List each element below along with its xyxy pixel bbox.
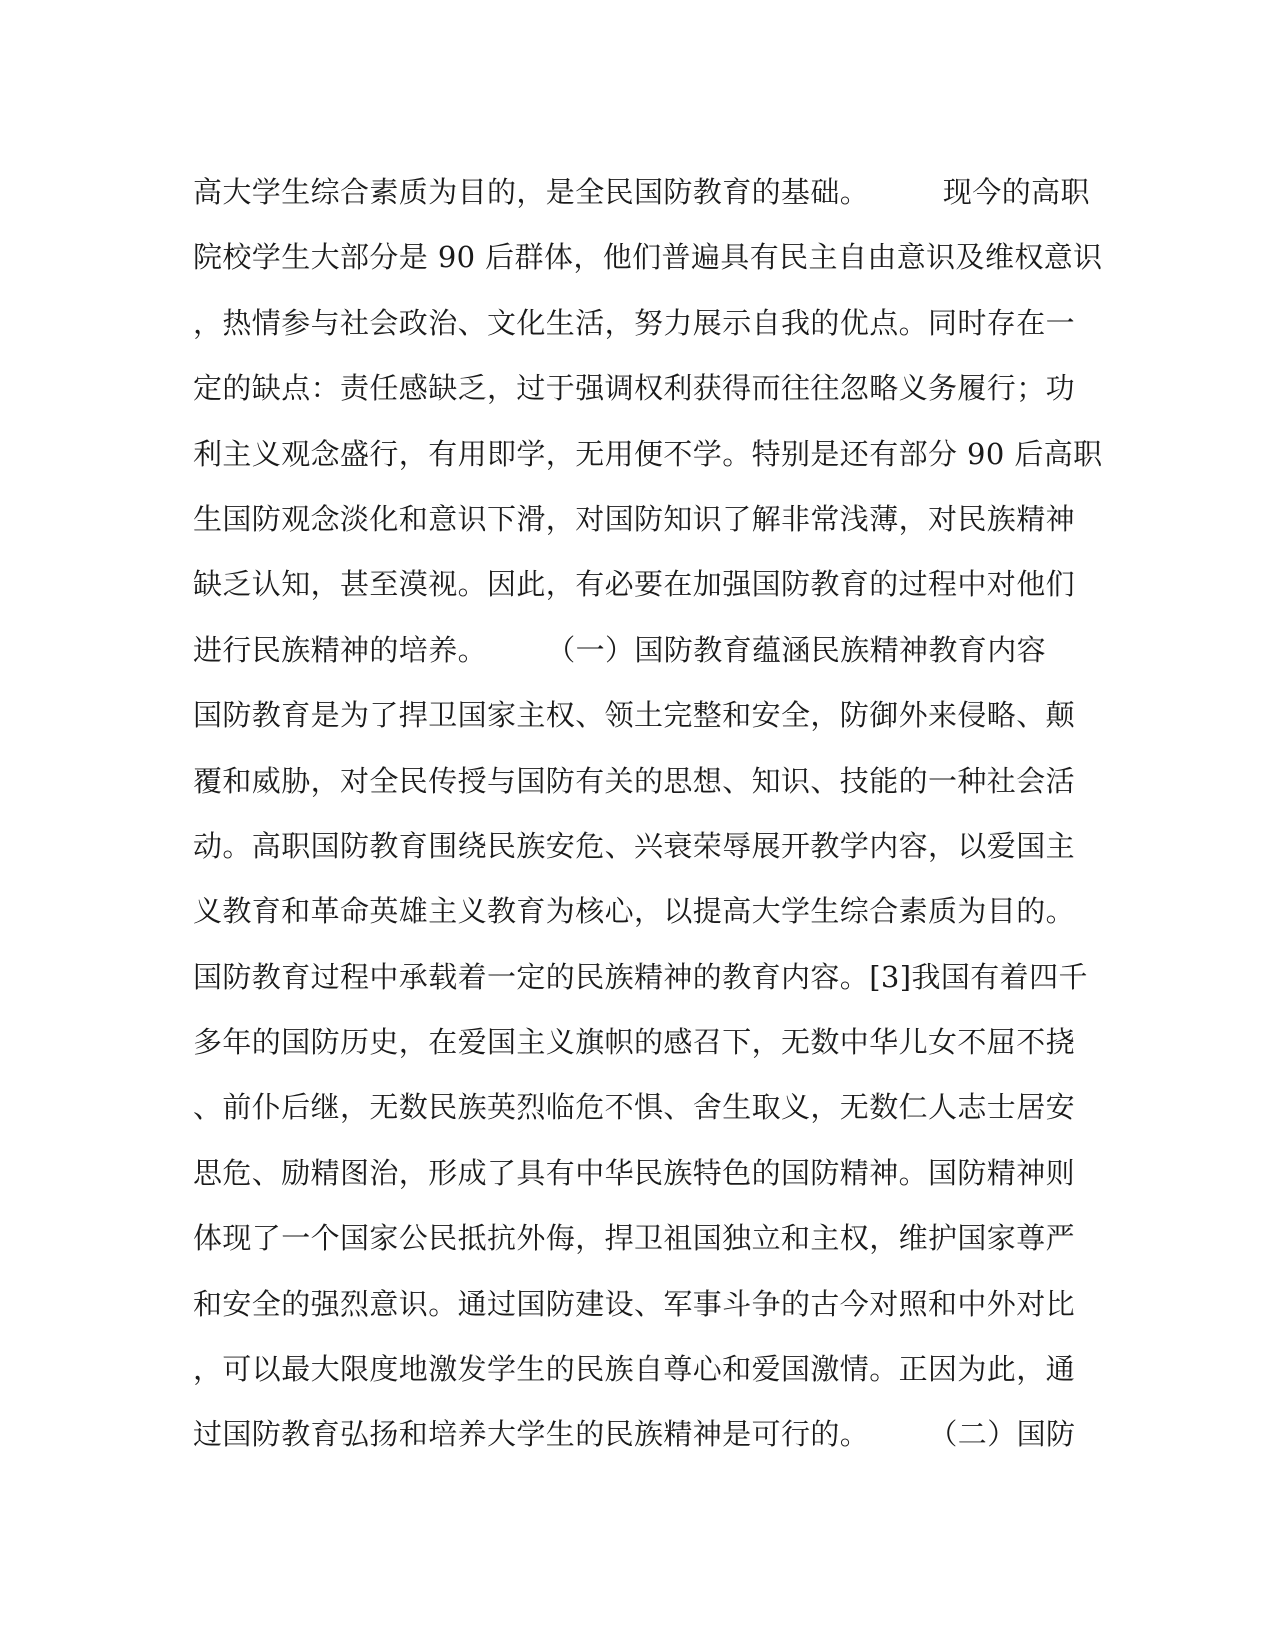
text-line: 多年的国防历史，在爱国主义旗帜的感召下，无数中华儿女不屈不挠	[193, 1025, 1076, 1060]
text-line: 体现了一个国家公民抵抗外侮，捍卫祖国独立和主权，维护国家尊严	[193, 1221, 1076, 1256]
text-line: 过国防教育弘扬和培养大学生的民族精神是可行的。 （二）国防	[193, 1417, 1076, 1452]
text-line: 国防教育过程中承载着一定的民族精神的教育内容。[3]我国有着四千	[193, 959, 1088, 994]
text-line: 国防教育是为了捍卫国家主权、领土完整和安全，防御外来侵略、颠	[193, 698, 1076, 733]
text-line: 缺乏认知，甚至漠视。因此，有必要在加强国防教育的过程中对他们	[193, 567, 1076, 602]
text-line: 和安全的强烈意识。通过国防建设、军事斗争的古今对照和中外对比	[193, 1286, 1076, 1321]
text-line: 义教育和革命英雄主义教育为核心，以提高大学生综合素质为目的。	[193, 894, 1076, 929]
text-line: 覆和威胁，对全民传授与国防有关的思想、知识、技能的一种社会活	[193, 763, 1076, 798]
text-line: 生国防观念淡化和意识下滑，对国防知识了解非常浅薄，对民族精神	[193, 501, 1076, 536]
text-line: ，热情参与社会政治、文化生活，努力展示自我的优点。同时存在一	[193, 305, 1076, 340]
text-line: 高大学生综合素质为目的，是全民国防教育的基础。 现今的高职	[193, 175, 1090, 209]
text-line: ，可以最大限度地激发学生的民族自尊心和爱国激情。正因为此，通	[193, 1352, 1076, 1387]
text-line: 定的缺点：责任感缺乏，过于强调权利获得而往往忽略义务履行；功	[193, 371, 1076, 406]
text-line: 进行民族精神的培养。 （一）国防教育蕴涵民族精神教育内容	[193, 632, 1047, 667]
body-text	[193, 160, 1103, 1468]
text-line: 思危、励精图治，形成了具有中华民族特色的国防精神。国防精神则	[193, 1155, 1076, 1190]
text-line: 利主义观念盛行，有用即学，无用便不学。特别是还有部分 90 后高职	[193, 436, 1103, 471]
text-line: 动。高职国防教育围绕民族安危、兴衰荣辱展开教学内容，以爱国主	[193, 828, 1076, 863]
text-line: 院校学生大部分是 90 后群体，他们普遍具有民主自由意识及维权意识	[193, 240, 1103, 275]
text-line: 、前仆后继，无数民族英烈临危不惧、舍生取义，无数仁人志士居安	[193, 1090, 1076, 1125]
